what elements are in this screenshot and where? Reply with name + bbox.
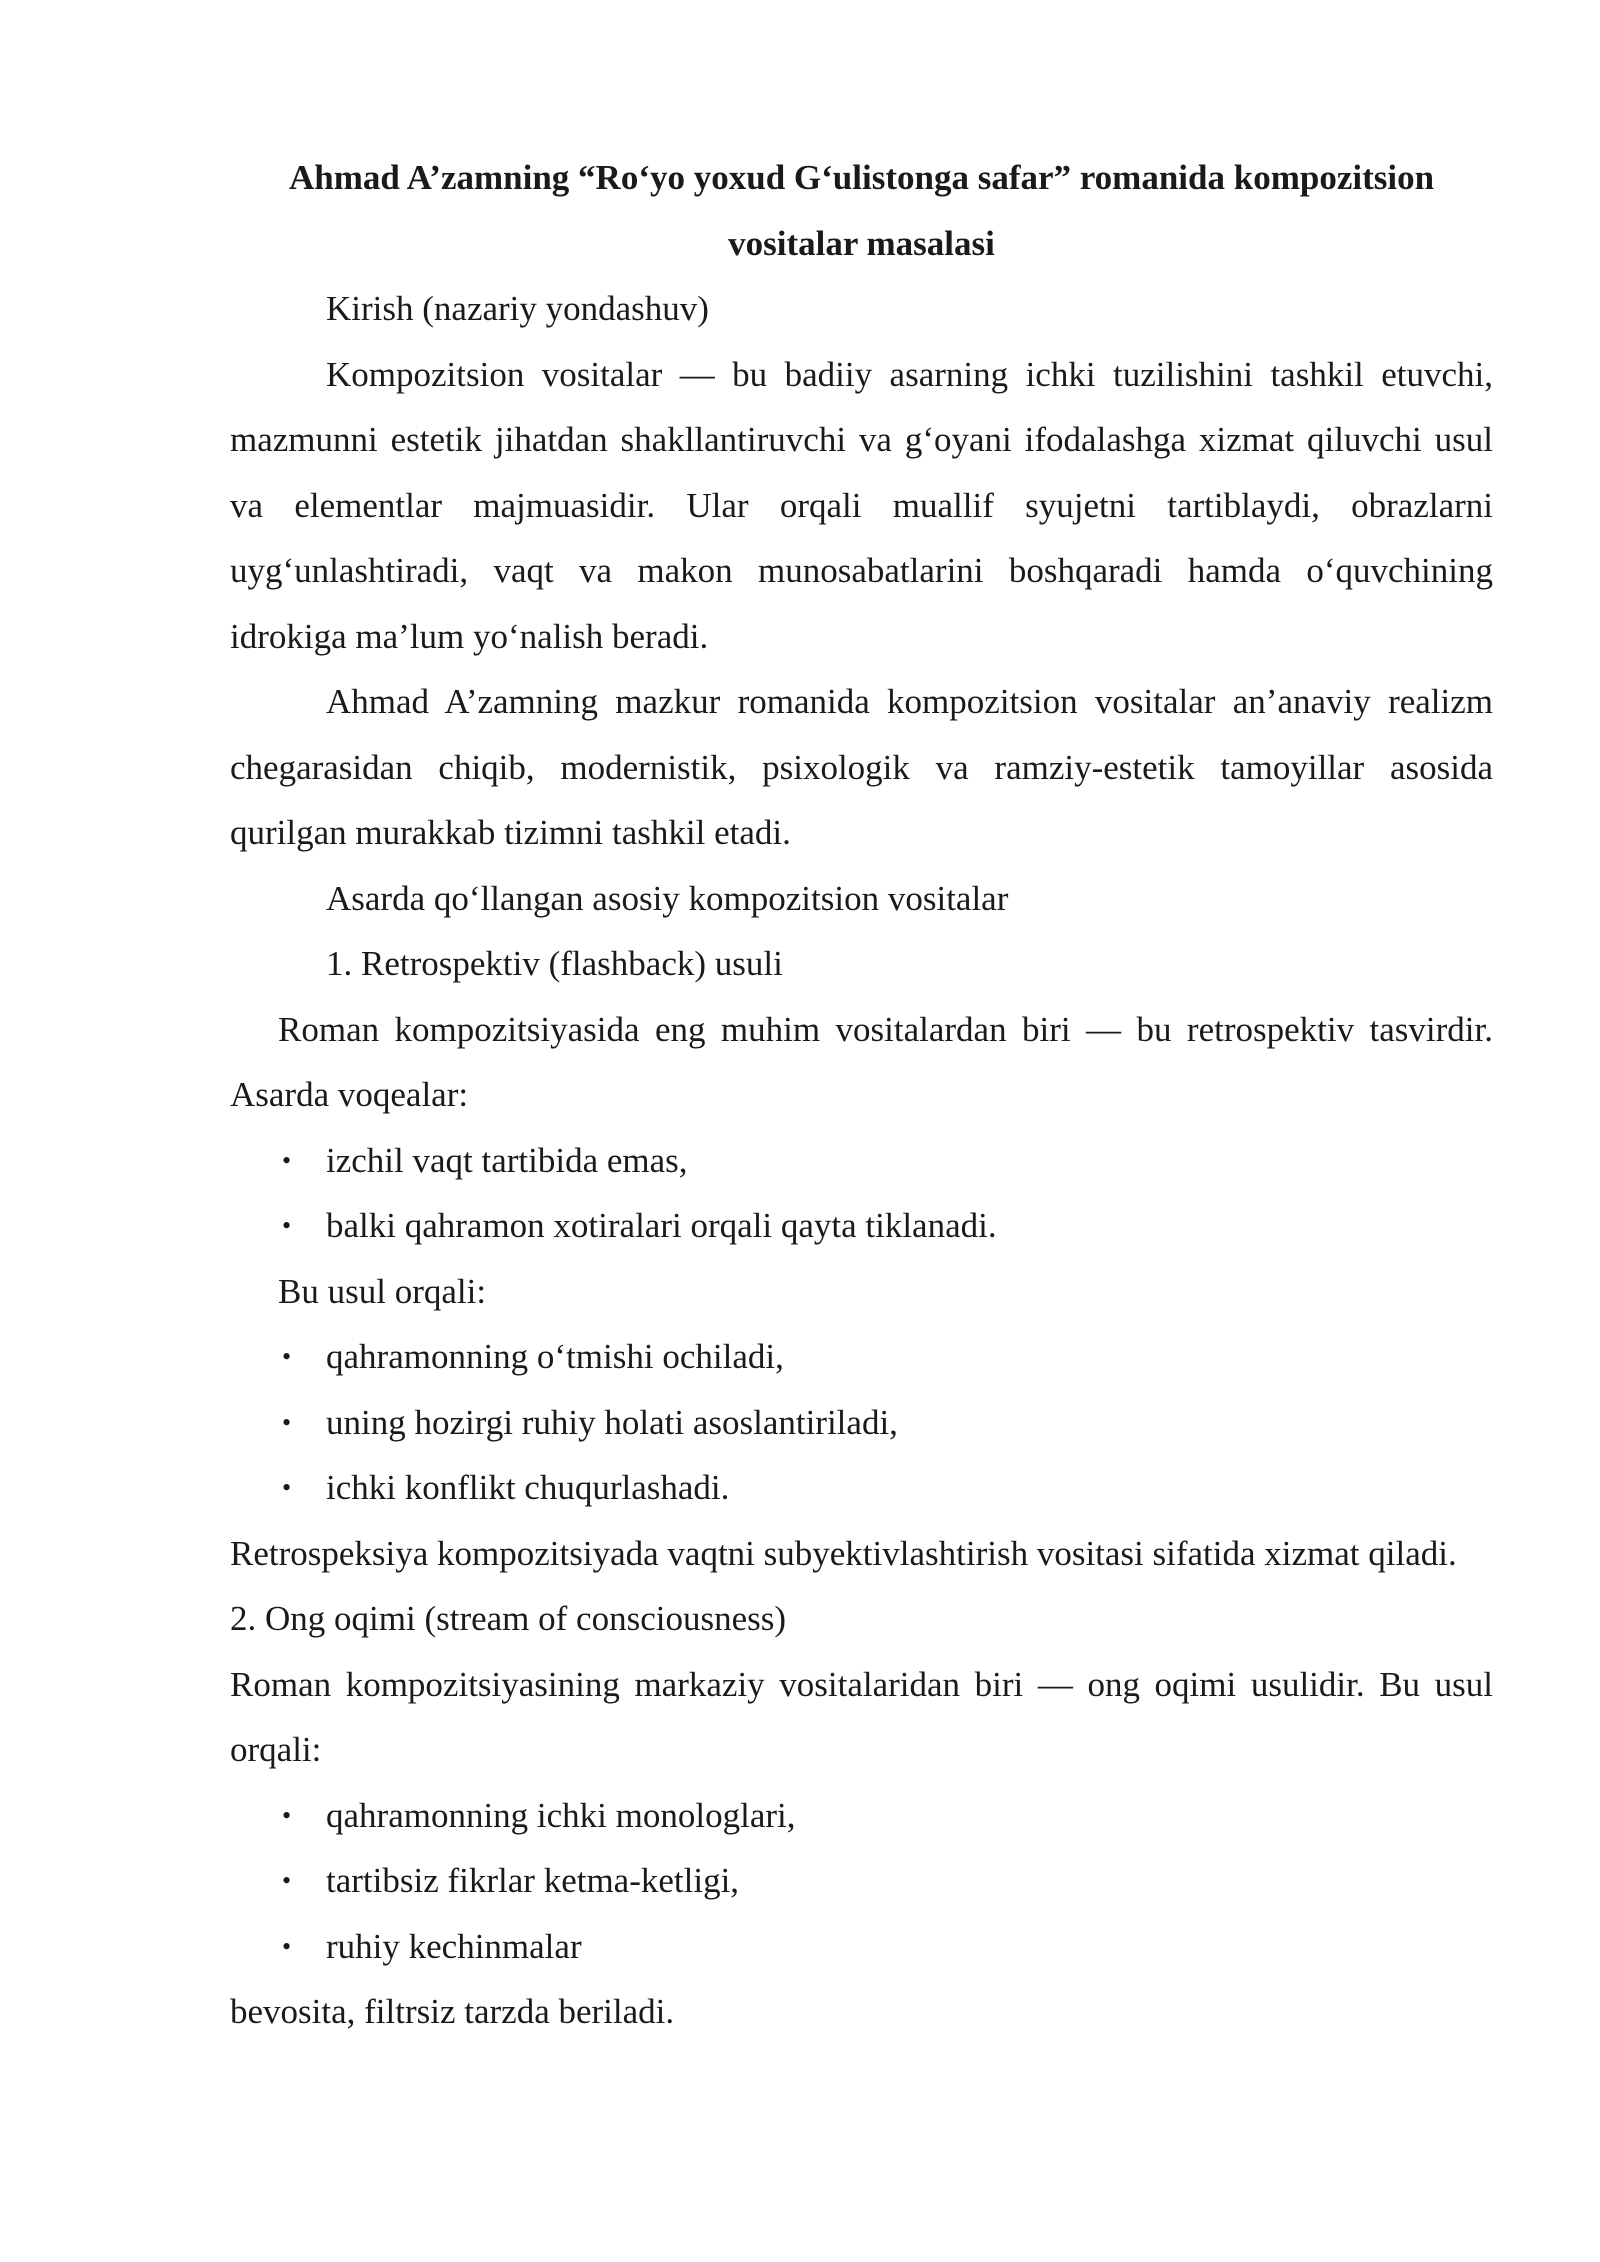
bullet-text: tartibsiz fikrlar ketma-ketligi,: [326, 1861, 740, 1900]
bullet-item: [230, 1848, 1493, 1914]
bullet-text: izchil vaqt tartibida emas,: [326, 1140, 688, 1180]
bullet-item: [230, 1324, 1493, 1390]
subsection-2-paragraph-2: bevosita, filtrsiz tarzda beriladi.: [230, 1992, 675, 2031]
subsection-1-paragraph-2: Bu usul orqali:: [278, 1271, 487, 1311]
intro-paragraph-2: Ahmad A’zamning mazkur romanida kompozitsion vositalar an’anaviy realizm chegarasidan chiqib, modernistik, psixologik va ramziy-estetik tamoyillar asosida qurilgan murakkab tizimni tashkil etadi.: [230, 682, 1493, 852]
intro-paragraph-1: Kompozitsion vositalar — bu badiiy asarning ichki tuzilishini tashkil etuvchi, mazmunni estetik jihatdan shakllantiruvchi va g‘oyani ifodalashga xizmat qiluvchi usul va elementlar majmuasidir. Ular orqali muallif syujetni tartiblaydi, obrazlarni uyg‘unlashtiradi, vaqt va makon munosabatlarini boshqaradi hamda o‘quvchining idrokiga ma’lum yo‘nalish beradi.: [230, 354, 1493, 656]
bullet-text: qahramonning ichki monologlari,: [326, 1795, 796, 1835]
subsection-1-paragraph-3: Retrospeksiya kompozitsiyada vaqtni subyektivlashtirish vositasi sifatida xizmat qiladi.: [230, 1533, 1457, 1573]
bullet-item: [230, 1193, 1493, 1259]
bullet-item: [230, 1128, 1493, 1194]
bullet-text: qahramonning o‘tmishi ochiladi,: [326, 1337, 784, 1376]
bullet-item: [230, 1390, 1493, 1456]
subsection-1-heading: 1. Retrospektiv (flashback) usuli: [326, 944, 783, 983]
bullet-text: uning hozirgi ruhiy holati asoslantiriladi,: [326, 1402, 898, 1442]
subsection-2-heading: 2. Ong oqimi (stream of consciousness): [230, 1599, 787, 1638]
bullet-icon: •: [282, 1473, 292, 1502]
bullet-text: balki qahramon xotiralari orqali qayta tiklanadi.: [326, 1206, 997, 1245]
intro-heading: Kirish (nazariy yondashuv): [326, 289, 709, 328]
bullet-item: [230, 1455, 1493, 1521]
bullet-text: ichki konflikt chuqurlashadi.: [326, 1468, 730, 1507]
subsection-1-bullet-list-1: [230, 1128, 1493, 1259]
section-heading: Asarda qo‘llangan asosiy kompozitsion vositalar: [326, 878, 1009, 918]
bullet-icon: •: [282, 1800, 292, 1830]
subsection-1-paragraph-1: Roman kompozitsiyasida eng muhim vositalardan biri — bu retrospektiv tasvirdir. Asarda voqealar:: [230, 1009, 1493, 1114]
bullet-text: ruhiy kechinmalar: [326, 1926, 582, 1966]
bullet-icon: •: [282, 1866, 292, 1895]
bullet-item: [230, 1783, 1493, 1849]
bullet-icon: •: [282, 1407, 292, 1437]
subsection-2-bullet-list: [230, 1783, 1493, 1980]
bullet-item: [230, 1914, 1493, 1980]
bullet-icon: •: [282, 1211, 292, 1240]
subsection-2-paragraph-1: Roman kompozitsiyasining markaziy vositalaridan biri — ong oqimi usulidir. Bu usul orqali:: [230, 1664, 1493, 1769]
document-page: [230, 145, 1493, 2045]
bullet-icon: •: [282, 1342, 292, 1371]
subsection-1-bullet-list-2: [230, 1324, 1493, 1521]
bullet-icon: •: [282, 1145, 292, 1175]
document-title: Ahmad A’zamning “Ro‘yo yoxud G‘ulistonga safar” romanida kompozitsion vositalar masalasi: [288, 158, 1435, 263]
bullet-icon: •: [282, 1931, 292, 1961]
